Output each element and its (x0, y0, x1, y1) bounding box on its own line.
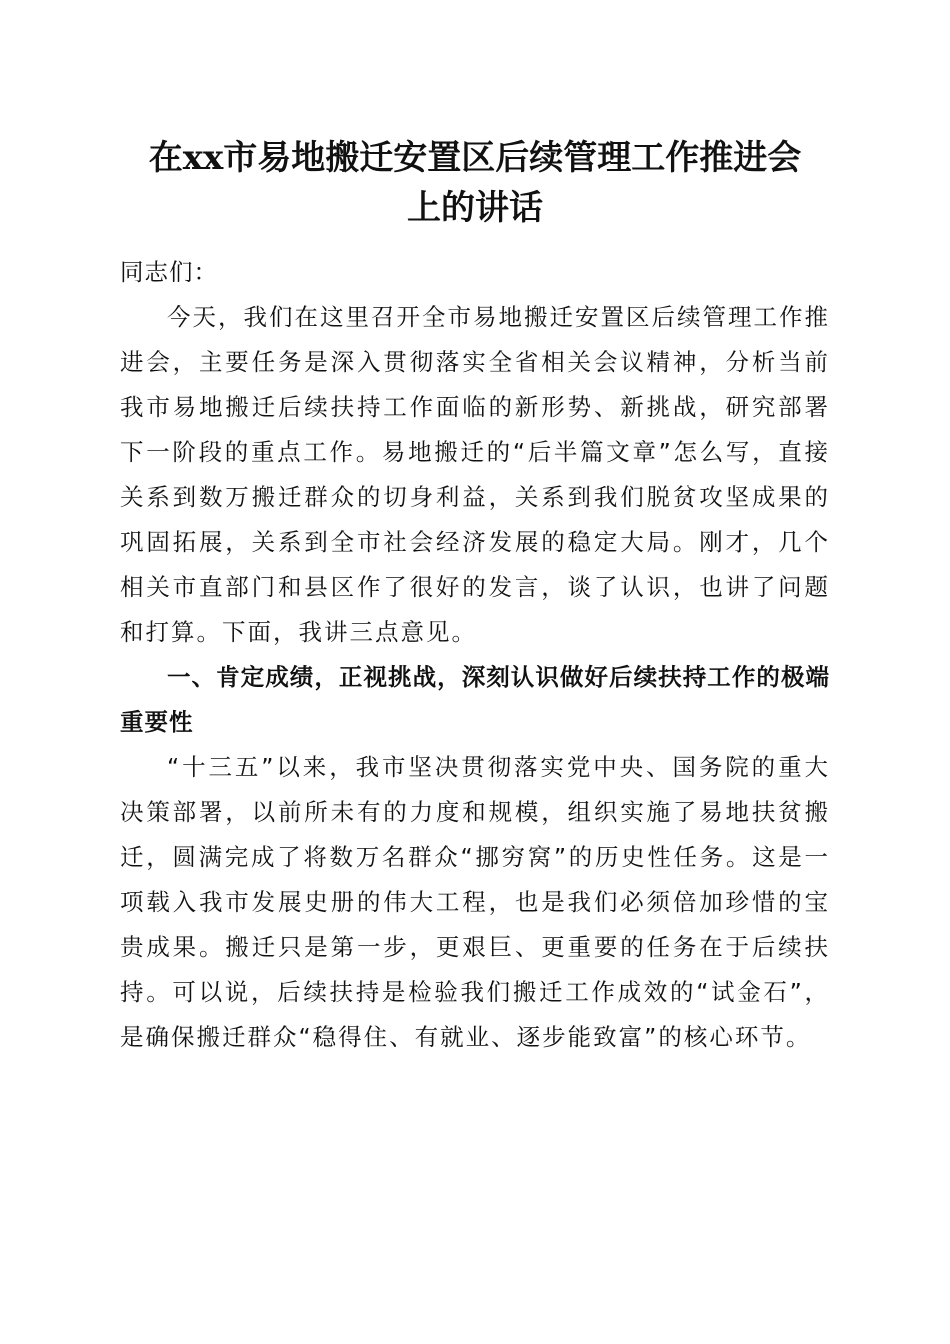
section-paragraph: “十三五”以来，我市坚决贯彻落实党中央、国务院的重大决策部署，以前所未有的力度和规模，组织实施了易地扶贫搬迁，圆满完成了将数万名群众“挪穷窝”的历史性任务。这是一项载入我市发展史册的伟大工程，也是我们必须倍加珍惜的宝贵成果。搬迁只是第一步，更艰巨、更重要的任务在于后续扶持。可以说，后续扶持是检验我们搬迁工作成效的“试金石”，是确保搬迁群众“稳得住、有就业、逐步能致富”的核心环节。 (120, 753, 830, 1051)
opening-paragraph: 今天，我们在这里召开全市易地搬迁安置区后续管理工作推进会，主要任务是深入贯彻落实全省相关会议精神，分析当前我市易地搬迁后续扶持工作面临的新形势、新挑战，研究部署下一阶段的重点工作。易地搬迁的“后半篇文章”怎么写，直接关系到数万搬迁群众的切身利益，关系到我们脱贫攻坚成果的巩固拓展，关系到全市社会经济发展的稳定大局。刚才，几个相关市直部门和县区作了很好的发言，谈了认识，也讲了问题和打算。下面，我讲三点意见。 (120, 303, 830, 646)
salutation: 同志们： (120, 258, 218, 286)
title-line-2: 上的讲话 (407, 188, 543, 228)
section-heading: 一、肯定成绩，正视挑战，深刻认识做好后续扶持工作的极端重要性 (120, 663, 830, 736)
document-body (120, 250, 830, 1060)
title-line-1: 在xx市易地搬迁安置区后续管理工作推进会 (148, 138, 802, 178)
document-title (100, 133, 850, 233)
